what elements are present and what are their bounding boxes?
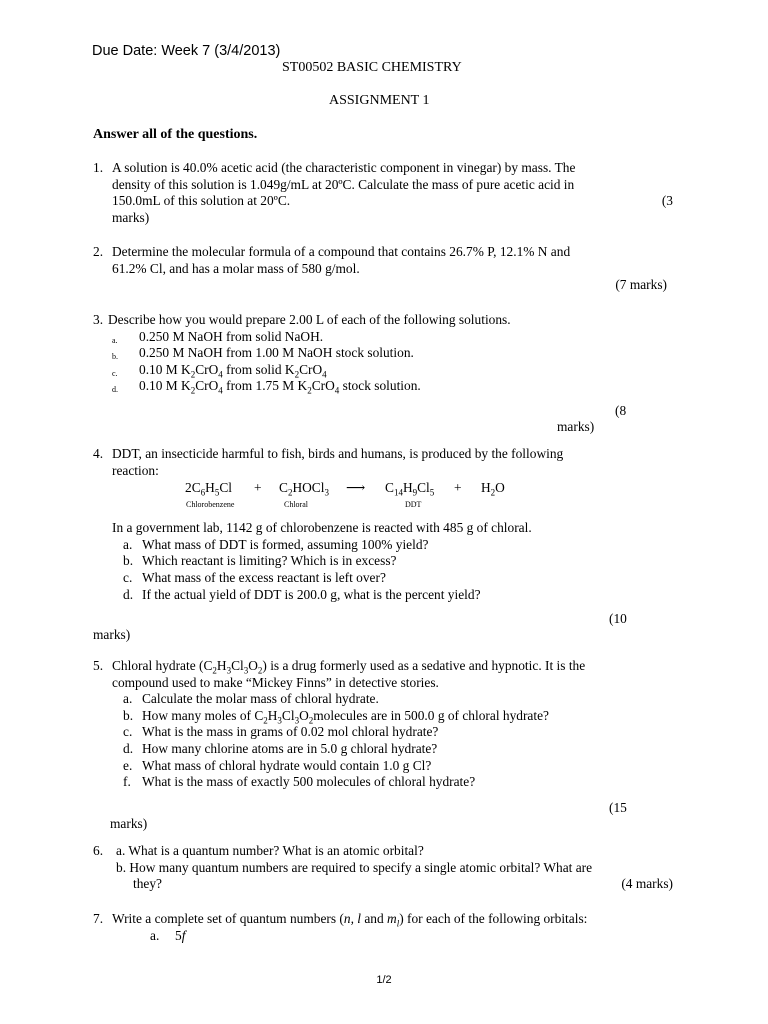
due-date: Due Date: Week 7 (3/4/2013) <box>92 43 281 59</box>
marks: marks) <box>110 815 148 831</box>
marks: (15 <box>609 799 627 815</box>
instructions: Answer all of the questions. <box>93 127 258 142</box>
marks: marks) <box>112 209 150 225</box>
list-item: a. What mass of DDT is formed, assuming 100% yield? <box>123 536 429 552</box>
list-item: d. How many chlorine atoms are in 5.0 g chloral hydrate? <box>123 740 438 756</box>
question-6 <box>93 843 675 893</box>
marks: marks) <box>557 418 595 434</box>
question-text: they? <box>133 876 162 892</box>
list-item: a. Calculate the molar mass of chloral hydrate. <box>123 691 379 707</box>
marks: (3 <box>661 193 673 209</box>
question-text: Write a complete set of quantum numbers (n, l and $m_l$) for each of the following orbitals: <box>112 911 588 929</box>
marks: marks) <box>93 627 131 643</box>
list-item: c. What mass of the excess reactant is left over? <box>123 569 386 585</box>
list-item: e. What mass of chloral hydrate would contain 1.0 g Cl? <box>123 757 432 773</box>
list-item: b. Which reactant is limiting? Which is in excess? <box>123 553 397 569</box>
question-text: A solution is 40.0% acetic acid (the characteristic component in vinegar) by mass. The <box>112 160 576 175</box>
course-title: ST00502 BASIC CHEMISTRY <box>282 60 462 75</box>
question-7 <box>93 911 675 944</box>
question-text: Describe how you would prepare 2.00 L of each of the following solutions. <box>108 312 511 327</box>
list-item: c. What is the mass in grams of 0.02 mol chloral hydrate? <box>123 724 439 740</box>
marks: (8 <box>615 402 627 418</box>
marks: (10 <box>609 611 627 627</box>
question-text: b. How many quantum numbers are required to specify a single atomic orbital? What are <box>116 859 593 875</box>
list-item: d. 0.10 M $K_2CrO_4$ from 1.75 M $K_2CrO_4$ stock solution. <box>112 378 421 397</box>
question-number: 3. <box>93 312 104 327</box>
question-number: 2. <box>93 244 104 259</box>
question-number: 5. <box>93 658 104 673</box>
question-text: DDT, an insecticide harmful to fish, birds and humans, is produced by the following <box>112 446 564 461</box>
question-number: 7. <box>93 911 104 926</box>
chemical-equation: $2C_6H_5Cl$ + $C_2HOCl_3$ ⟶ $C_{14}H_9Cl_5$ + $H_2O$ Chlorobenzene Chloral DDT <box>93 480 675 510</box>
question-4 <box>93 446 675 645</box>
list-item: a. 0.250 M NaOH from solid NaOH. <box>112 328 324 345</box>
question-text: Determine the molecular formula of a compound that contains 26.7% P, 12.1% N and <box>112 244 571 259</box>
question-1 <box>93 160 675 226</box>
question-text: compound used to make “Mickey Finns” in detective stories. <box>112 674 439 690</box>
list-item: c. 0.10 M $K_2CrO_4$ from solid $K_2CrO_4$ <box>112 361 327 380</box>
page-number: 1/2 <box>376 974 392 986</box>
list-item: b. How many moles of $C_2H_3Cl_3O_2molecules$ are in 500.0 g of chloral hydrate? <box>123 707 549 726</box>
equation-caption: DDT <box>405 500 422 510</box>
question-text: a. What is a quantum number? What is an atomic orbital? <box>116 843 424 858</box>
marks: (4 marks) <box>621 876 673 892</box>
marks: (7 marks) <box>615 277 667 293</box>
question-number: 1. <box>93 160 104 175</box>
reaction-arrow: ⟶ <box>346 480 366 496</box>
question-text: density of this solution is 1.049g/mL at 20ºC. Calculate the mass of pure acetic acid in <box>112 176 575 192</box>
list-item: f. What is the mass of exactly 500 molecules of chloral hydrate? <box>123 774 476 790</box>
list-item: a. 5f <box>150 927 186 943</box>
list-item: b. 0.250 M NaOH from 1.00 M NaOH stock solution. <box>112 345 414 362</box>
question-2 <box>93 244 675 294</box>
equation-caption: Chlorobenzene <box>186 500 235 510</box>
question-text: 150.0mL of this solution at 20ºC. <box>112 193 291 209</box>
question-5 <box>93 658 675 834</box>
question-text: Chloral hydrate $(C_2H_3Cl_3O_2)$ is a drug formerly used as a sedative and hypnotic. It is the <box>112 658 586 676</box>
question-text: In a government lab, 1142 g of chlorobenzene is reacted with 485 g of chloral. <box>112 520 532 536</box>
question-number: 4. <box>93 446 104 461</box>
question-number: 6. <box>93 843 104 858</box>
question-text: reaction: <box>112 462 159 478</box>
equation-caption: Chloral <box>284 500 308 510</box>
assignment-title: ASSIGNMENT 1 <box>329 93 430 108</box>
list-item: d. If the actual yield of DDT is 200.0 g, what is the percent yield? <box>123 586 481 602</box>
question-text: 61.2% Cl, and has a molar mass of 580 g/mol. <box>112 260 360 276</box>
question-3 <box>93 312 675 437</box>
